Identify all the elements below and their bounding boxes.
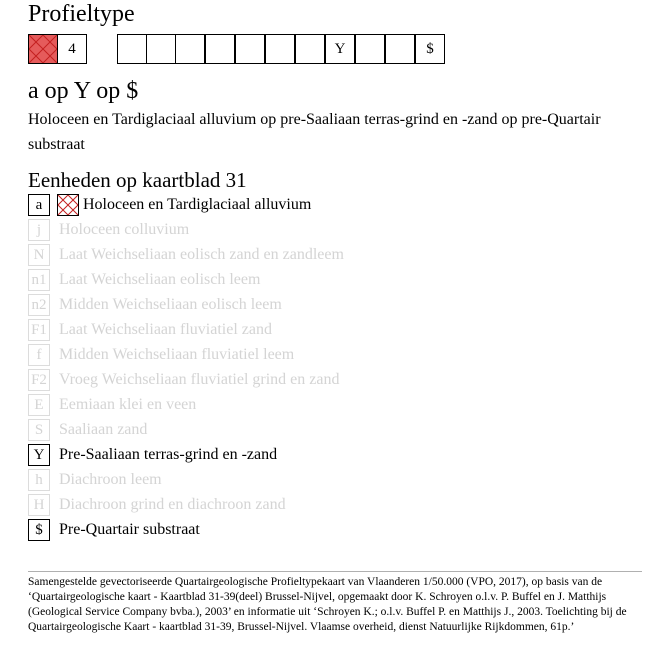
legend-code: j <box>28 219 50 241</box>
legend-code: F1 <box>28 319 50 341</box>
source-citation: Samengestelde gevectoriseerde Quartairgeologische Profieltypekaart van Vlaanderen 1/50.000 (VPO, 2017), op basis van de ‘Quartairgeologische kaart - Kaartblad 31-39(deel) Brussel-Nijvel, opgemaakt door K. Schroyen o.l.v. P. Buffel en J. Matthijs (Geological Service Company bvba.), 2003’ en informatie uit ‘Schroyen K.; o.l.v. Buffel P. en Matthijs J., 2003. Toelichting bij de Quartairgeologische Kaart - kaartblad 31-39, Brussel-Nijvel. Vlaamse overheid, dienst Natuurlijke Rijkdommen, 61p.’ <box>28 576 627 633</box>
profile-count-cell: 4 <box>57 34 87 64</box>
profile-cell: Y <box>325 34 355 64</box>
profile-cell <box>385 34 415 64</box>
legend-label: Holoceen colluvium <box>59 221 190 238</box>
legend-label: Pre-Saaliaan terras-grind en -zand <box>59 446 278 463</box>
legend-code: $ <box>28 519 50 541</box>
legend-code: Y <box>28 444 50 466</box>
legend-label: Saaliaan zand <box>59 421 148 438</box>
profile-description: Holoceen en Tardiglaciaal alluvium op pre-Saaliaan terras-grind en -zand op pre-Quartair substraat <box>28 111 601 153</box>
legend-code: F2 <box>28 369 50 391</box>
legend-label: Laat Weichseliaan fluviatiel zand <box>59 321 272 338</box>
units-heading: Eenheden op kaartblad 31 <box>28 168 247 192</box>
profile-cell <box>146 34 176 64</box>
legend-code: f <box>28 344 50 366</box>
alluvium-legend-swatch <box>57 194 79 216</box>
legend-label: Pre-Quartair substraat <box>59 521 200 538</box>
profile-cell <box>205 34 235 64</box>
legend-code: a <box>28 194 50 216</box>
legend-label: Midden Weichseliaan eolisch leem <box>59 296 282 313</box>
legend-code: N <box>28 244 50 266</box>
legend-code: E <box>28 394 50 416</box>
crosshatch-pattern-icon <box>58 195 78 215</box>
legend-code: H <box>28 494 50 516</box>
legend-code: h <box>28 469 50 491</box>
legend-code: n2 <box>28 294 50 316</box>
footer-divider <box>28 571 642 572</box>
profile-cell <box>235 34 265 64</box>
crosshatch-pattern-icon <box>29 35 57 63</box>
legend-label: Holoceen en Tardiglaciaal alluvium <box>83 196 312 213</box>
profile-cell <box>355 34 385 64</box>
profile-cell <box>175 34 205 64</box>
legend-label: Midden Weichseliaan fluviatiel leem <box>59 346 295 363</box>
legend-label: Laat Weichseliaan eolisch zand en zandleem <box>59 246 344 263</box>
profile-cell <box>265 34 295 64</box>
profile-cell: $ <box>415 34 445 64</box>
legend-label: Vroeg Weichseliaan fluviatiel grind en zand <box>59 371 340 388</box>
alluvium-hatch-swatch <box>28 34 58 64</box>
profile-cell <box>117 34 147 64</box>
legend-label: Eemiaan klei en veen <box>59 396 197 413</box>
profile-cell <box>295 34 325 64</box>
legend-code: S <box>28 419 50 441</box>
legend-label: Laat Weichseliaan eolisch leem <box>59 271 261 288</box>
profile-code-heading: a op Y op $ <box>28 78 139 104</box>
legend-code: n1 <box>28 269 50 291</box>
legend-label: Diachroon grind en diachroon zand <box>59 496 286 513</box>
page-title: Profieltype <box>28 1 135 27</box>
legend-label: Diachroon leem <box>59 471 162 488</box>
